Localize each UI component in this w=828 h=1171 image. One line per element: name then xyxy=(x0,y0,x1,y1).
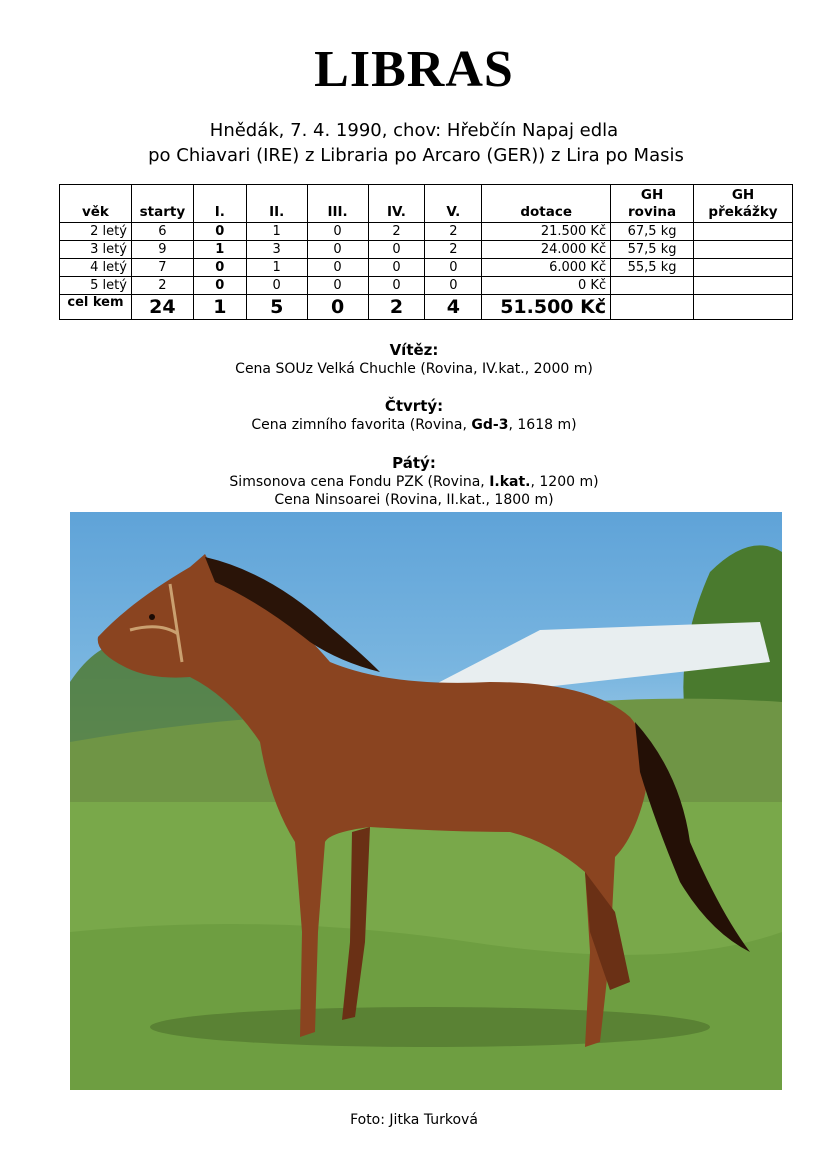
cell-age: 3 letý xyxy=(60,241,132,259)
cell-fourth: 2 xyxy=(368,223,425,241)
cell-prize: 21.500 Kč xyxy=(482,223,611,241)
table-row xyxy=(60,277,793,295)
fourth-section xyxy=(0,396,828,434)
cell-first: 1 xyxy=(193,241,246,259)
cell-second: 0 xyxy=(246,277,307,295)
total-fifth: 4 xyxy=(425,295,482,320)
pedigree-line-2: po Chiavari (IRE) z Libraria po Arcaro (GER)) z Lira po Masis xyxy=(148,145,684,166)
col-header-first: I. xyxy=(193,185,246,223)
cell-gh-jump xyxy=(694,277,793,295)
total-third: 0 xyxy=(307,295,368,320)
col-header-second: II. xyxy=(246,185,307,223)
cell-second: 1 xyxy=(246,259,307,277)
col-header-fifth: V. xyxy=(425,185,482,223)
total-prize: 51.500 Kč xyxy=(482,295,611,320)
total-fourth: 2 xyxy=(368,295,425,320)
cell-starts: 6 xyxy=(131,223,193,241)
table-total-row xyxy=(60,295,793,320)
cell-fifth: 2 xyxy=(425,241,482,259)
gh-jump-top: GH xyxy=(731,187,755,203)
fifth-race-1-text: Simsonova cena Fondu PZK (Rovina, xyxy=(229,474,490,490)
cell-fifth: 0 xyxy=(425,259,482,277)
cell-prize: 6.000 Kč xyxy=(482,259,611,277)
cell-fourth: 0 xyxy=(368,241,425,259)
cell-prize: 24.000 Kč xyxy=(482,241,611,259)
cell-starts: 7 xyxy=(131,259,193,277)
total-first: 1 xyxy=(193,295,246,320)
horse-description xyxy=(0,118,828,168)
page-title: LIBRAS xyxy=(314,41,514,98)
fifth-race-1 xyxy=(0,473,828,491)
table-header-row xyxy=(60,185,793,223)
cell-third: 0 xyxy=(307,277,368,295)
total-label: cel kem xyxy=(60,295,132,320)
col-header-starts: starty xyxy=(131,185,193,223)
race-stats-table xyxy=(59,184,793,320)
cell-gh-flat xyxy=(611,277,694,295)
cell-third: 0 xyxy=(307,241,368,259)
cell-gh-flat: 57,5 kg xyxy=(611,241,694,259)
pedigree-line-1: Hnědák, 7. 4. 1990, chov: Hřebčín Napaj edla xyxy=(209,120,619,141)
fourth-race-1-distance: , 1618 m) xyxy=(508,417,577,433)
gh-jump-bottom: překážky xyxy=(708,204,778,220)
table-row xyxy=(60,223,793,241)
table-row xyxy=(60,241,793,259)
col-header-third: III. xyxy=(307,185,368,223)
horse-photo xyxy=(70,512,782,1090)
fourth-heading: Čtvrtý: xyxy=(384,397,444,415)
winner-section xyxy=(0,340,828,378)
horse-illustration xyxy=(70,512,782,1090)
photo-caption: Foto: Jitka Turková xyxy=(350,1112,478,1128)
total-gh-jump xyxy=(694,295,793,320)
cell-first: 0 xyxy=(193,223,246,241)
cell-first: 0 xyxy=(193,277,246,295)
cell-third: 0 xyxy=(307,223,368,241)
col-header-fourth: IV. xyxy=(368,185,425,223)
cell-third: 0 xyxy=(307,259,368,277)
col-header-gh-flat xyxy=(611,185,694,223)
cell-fifth: 0 xyxy=(425,277,482,295)
total-second: 5 xyxy=(246,295,307,320)
fourth-race-1-category: Gd-3 xyxy=(471,417,509,433)
cell-first: 0 xyxy=(193,259,246,277)
col-header-prize: dotace xyxy=(482,185,611,223)
cell-age: 5 letý xyxy=(60,277,132,295)
fourth-race-1 xyxy=(0,416,828,434)
cell-fourth: 0 xyxy=(368,259,425,277)
fifth-heading: Pátý: xyxy=(392,454,436,472)
winner-race-1: Cena SOUz Velká Chuchle (Rovina, IV.kat., 2000 m) xyxy=(235,361,593,377)
cell-starts: 9 xyxy=(131,241,193,259)
col-header-gh-jump xyxy=(694,185,793,223)
fifth-race-1-category: I.kat. xyxy=(489,474,531,490)
cell-age: 4 letý xyxy=(60,259,132,277)
cell-gh-jump xyxy=(694,223,793,241)
total-gh-flat xyxy=(611,295,694,320)
cell-gh-flat: 67,5 kg xyxy=(611,223,694,241)
cell-fifth: 2 xyxy=(425,223,482,241)
winner-heading: Vítěz: xyxy=(389,341,439,359)
cell-gh-flat: 55,5 kg xyxy=(611,259,694,277)
cell-second: 3 xyxy=(246,241,307,259)
fifth-race-2: Cena Ninsoarei (Rovina, II.kat., 1800 m) xyxy=(274,492,554,508)
fourth-race-1-text: Cena zimního favorita (Rovina, xyxy=(251,417,472,433)
gh-flat-bottom: rovina xyxy=(628,204,677,220)
fifth-race-1-distance: , 1200 m) xyxy=(530,474,599,490)
col-header-age: věk xyxy=(60,185,132,223)
table-row xyxy=(60,259,793,277)
cell-second: 1 xyxy=(246,223,307,241)
cell-gh-jump xyxy=(694,241,793,259)
cell-starts: 2 xyxy=(131,277,193,295)
total-starts: 24 xyxy=(131,295,193,320)
cell-fourth: 0 xyxy=(368,277,425,295)
cell-gh-jump xyxy=(694,259,793,277)
fifth-section xyxy=(0,453,828,509)
cell-age: 2 letý xyxy=(60,223,132,241)
gh-flat-top: GH xyxy=(640,187,664,203)
cell-prize: 0 Kč xyxy=(482,277,611,295)
